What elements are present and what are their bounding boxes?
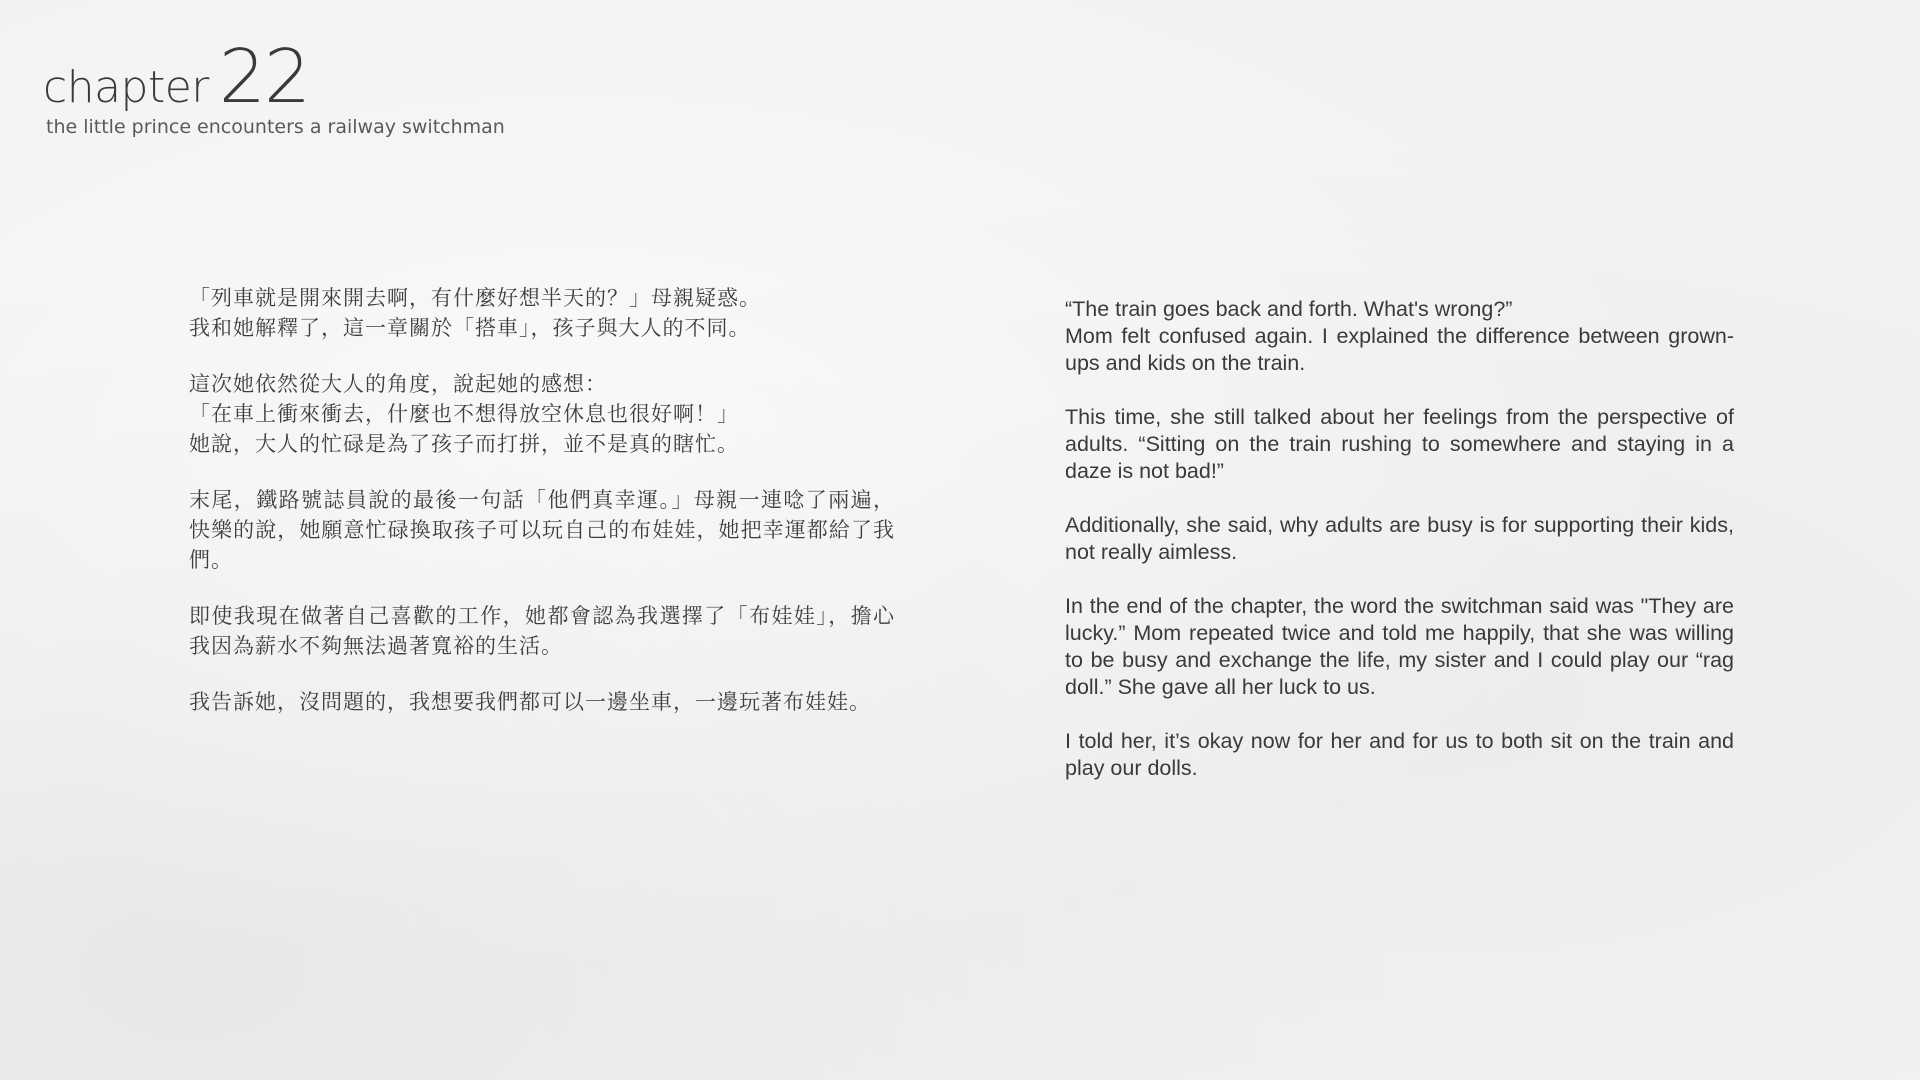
english-paragraph: “The train goes back and forth. What's wrong?” Mom felt confused again. I explained the difference between grown-ups and kids on the train.	[1065, 297, 1734, 375]
english-paragraph: In the end of the chapter, the word the switchman said was "They are lucky.” Mom repeated twice and told me happily, that she was willing to be busy and exchange the life, my sister and I could play our “rag doll.” She gave all her luck to us.	[1065, 594, 1734, 699]
chapter-subtitle: the little prince encounters a railway switchman	[46, 116, 505, 138]
chinese-paragraph: 我告訴她，沒問題的，我想要我們都可以一邊坐車，一邊玩著布娃娃。	[189, 690, 871, 714]
chapter-title	[43, 34, 505, 120]
chapter-label: chapter	[43, 62, 209, 113]
chinese-paragraph: 「列車就是開來開去啊，有什麼好想半天的？」母親疑惑。 我和她解釋了，這一章關於「搭車」，孩子與大人的不同。	[189, 286, 761, 340]
chapter-number: 22	[218, 34, 310, 120]
chinese-paragraph: 這次她依然從大人的角度，說起她的感想： 「在車上衝來衝去，什麼也不想得放空休息也很好啊！」 她說，大人的忙碌是為了孩子而打拼，並不是真的瞎忙。	[189, 372, 739, 456]
chinese-text-column	[189, 283, 895, 743]
english-paragraph: Additionally, she said, why adults are busy is for supporting their kids, not really aimless.	[1065, 513, 1734, 564]
chinese-paragraph: 即使我現在做著自己喜歡的工作，她都會認為我選擇了「布娃娃」，擔心我因為薪水不夠無法過著寬裕的生活。	[189, 604, 895, 658]
english-text-column	[1065, 296, 1734, 809]
chinese-paragraph: 末尾，鐵路號誌員說的最後一句話「他們真幸運。」母親一連唸了兩遍，快樂的說，她願意忙碌換取孩子可以玩自己的布娃娃，她把幸運都給了我們。	[189, 488, 895, 572]
english-paragraph: I told her, it’s okay now for her and for us to both sit on the train and play our dolls.	[1065, 729, 1734, 780]
chapter-header	[43, 34, 505, 138]
english-paragraph: This time, she still talked about her feelings from the perspective of adults. “Sitting on the train rushing to somewhere and staying in a daze is not bad!”	[1065, 405, 1734, 483]
